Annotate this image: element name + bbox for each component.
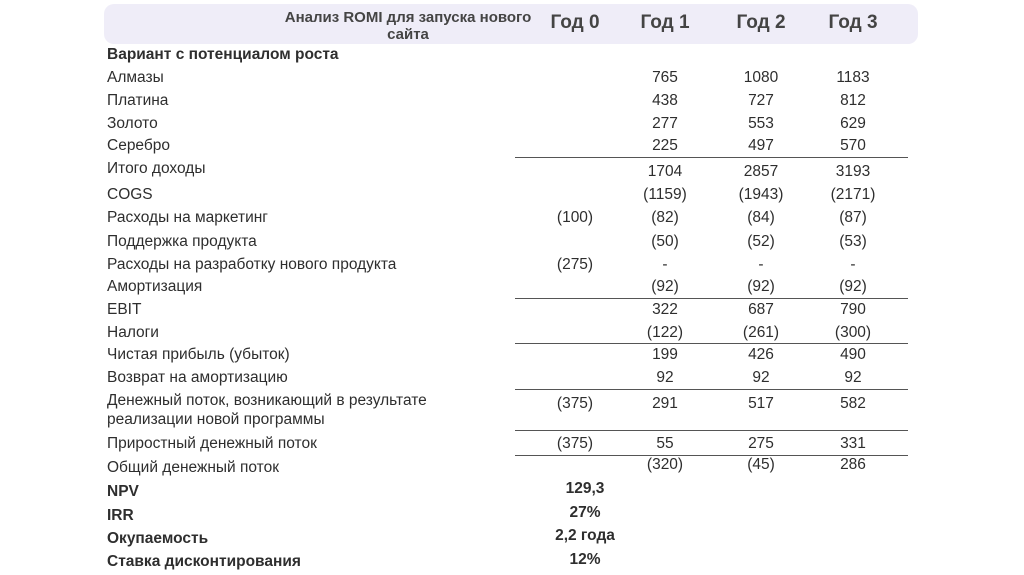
cell-year-2: 426 [748,346,774,363]
section-title-row [0,46,1024,68]
cell-year-2: 553 [748,115,774,132]
cell-year-2: (92) [747,278,775,295]
cell-year-2: 1080 [743,69,779,86]
cell-year-0: (100) [556,209,594,226]
row-label: Денежный поток, возникающий в результате [107,392,427,409]
row-label: Расходы на разработку нового продукта [107,256,397,273]
row-label: Итого доходы [107,160,206,177]
kpi-row-discount-rate [0,553,1024,575]
row-label: Налоги [107,324,159,341]
cell-year-1: 225 [652,137,678,154]
row-label: Алмазы [107,69,164,86]
table-row [0,69,1024,91]
cell-year-2: (1943) [738,186,784,203]
table-row [0,186,1024,208]
table-row [0,137,1024,159]
cell-year-0: (275) [556,256,594,273]
table-row [0,346,1024,368]
cell-year-1: 322 [652,301,678,318]
kpi-label: NPV [107,483,139,500]
cell-year-3: 1183 [836,69,870,86]
cell-year-3: 812 [840,92,866,109]
table-row [0,435,1024,457]
kpi-value: 27% [569,504,601,521]
row-label: Приростный денежный поток [107,435,317,452]
row-label: Серебро [107,137,170,154]
cell-year-3: 790 [840,301,866,318]
cell-year-3: 3193 [835,163,871,180]
cell-year-1: (82) [651,209,679,226]
row-label: Платина [107,92,169,109]
cell-year-3: 582 [840,395,866,412]
cell-year-3: (2171) [830,186,876,203]
section-title: Вариант с потенциалом роста [107,46,339,63]
cell-year-3: (87) [839,209,867,226]
cell-year-1: 277 [652,115,678,132]
cell-year-3: 490 [840,346,866,363]
row-label: Поддержка продукта [107,233,257,250]
cell-year-2: 517 [748,395,774,412]
row-label: Возврат на амортизацию [107,369,288,386]
divider [515,298,908,299]
cell-year-2: 687 [748,301,774,318]
table-row [0,392,1024,432]
year-0-header: Год 0 [550,12,600,33]
cell-year-2: (52) [747,233,775,250]
year-3-header: Год 3 [828,12,878,33]
cell-year-2: 727 [748,92,774,109]
cell-year-1: - [662,256,668,273]
cell-year-1: (1159) [643,186,687,203]
table-row [0,209,1024,231]
cell-year-1: 765 [652,69,678,86]
cell-year-3: (300) [834,324,872,341]
cell-year-3: 629 [840,115,866,132]
cell-year-2: (45) [747,456,775,473]
row-label-continuation: реализации новой программы [107,411,325,428]
cell-year-1: 1704 [647,163,683,180]
kpi-row-irr [0,504,1024,529]
kpi-value: 2,2 года [555,527,615,544]
row-label: Общий денежный поток [107,459,280,476]
cell-year-1: (320) [646,456,684,473]
cell-year-3: 331 [840,435,866,452]
cell-year-3: 570 [840,137,866,154]
table-row [0,369,1024,391]
table-row [0,256,1024,278]
cell-year-0: (375) [556,435,594,452]
table-row [0,160,1024,182]
cell-year-2: 275 [748,435,774,452]
divider [515,157,908,158]
row-label: EBIT [107,301,142,318]
kpi-label: IRR [107,507,134,524]
divider [515,389,908,390]
cell-year-3: (92) [839,278,867,295]
cell-year-3: (53) [839,233,867,250]
cell-year-1: 55 [656,435,674,452]
row-label: Чистая прибыль (убыток) [107,346,290,363]
cell-year-1: (50) [651,233,679,250]
cell-year-2: (261) [742,324,780,341]
table-title: Анализ ROMI для запуска нового сайта [284,9,532,43]
row-label: Амортизация [107,278,203,295]
cell-year-3: - [850,256,856,273]
row-label: Расходы на маркетинг [107,209,268,226]
cell-year-2: (84) [747,209,775,226]
year-1-header: Год 1 [640,12,690,33]
table-row [0,233,1024,255]
cell-year-1: (122) [646,324,684,341]
cell-year-1: (92) [651,278,679,295]
cell-year-2: 92 [752,369,770,386]
divider [515,430,908,431]
cell-year-3: 286 [840,456,866,473]
table-row [0,301,1024,323]
kpi-label: Ставка дисконтирования [107,553,301,570]
cell-year-0: (375) [556,395,594,412]
cell-year-2: 497 [748,137,774,154]
table-row [0,278,1024,300]
kpi-row-payback [0,527,1024,552]
table-row [0,92,1024,114]
kpi-row-npv [0,480,1024,505]
cell-year-1: 438 [652,92,678,109]
kpi-label: Окупаемость [107,530,209,547]
row-label: Золото [107,115,158,132]
table-row [0,456,1024,481]
cell-year-3: 92 [844,369,862,386]
cell-year-2: 2857 [743,163,779,180]
cell-year-1: 199 [652,346,678,363]
cell-year-2: - [758,256,764,273]
cell-year-1: 92 [656,369,674,386]
kpi-value: 129,3 [565,480,605,497]
table-row [0,115,1024,137]
kpi-value: 12% [569,551,601,568]
divider [515,343,908,344]
year-2-header: Год 2 [736,12,786,33]
cell-year-1: 291 [652,395,678,412]
row-label: COGS [107,186,153,203]
